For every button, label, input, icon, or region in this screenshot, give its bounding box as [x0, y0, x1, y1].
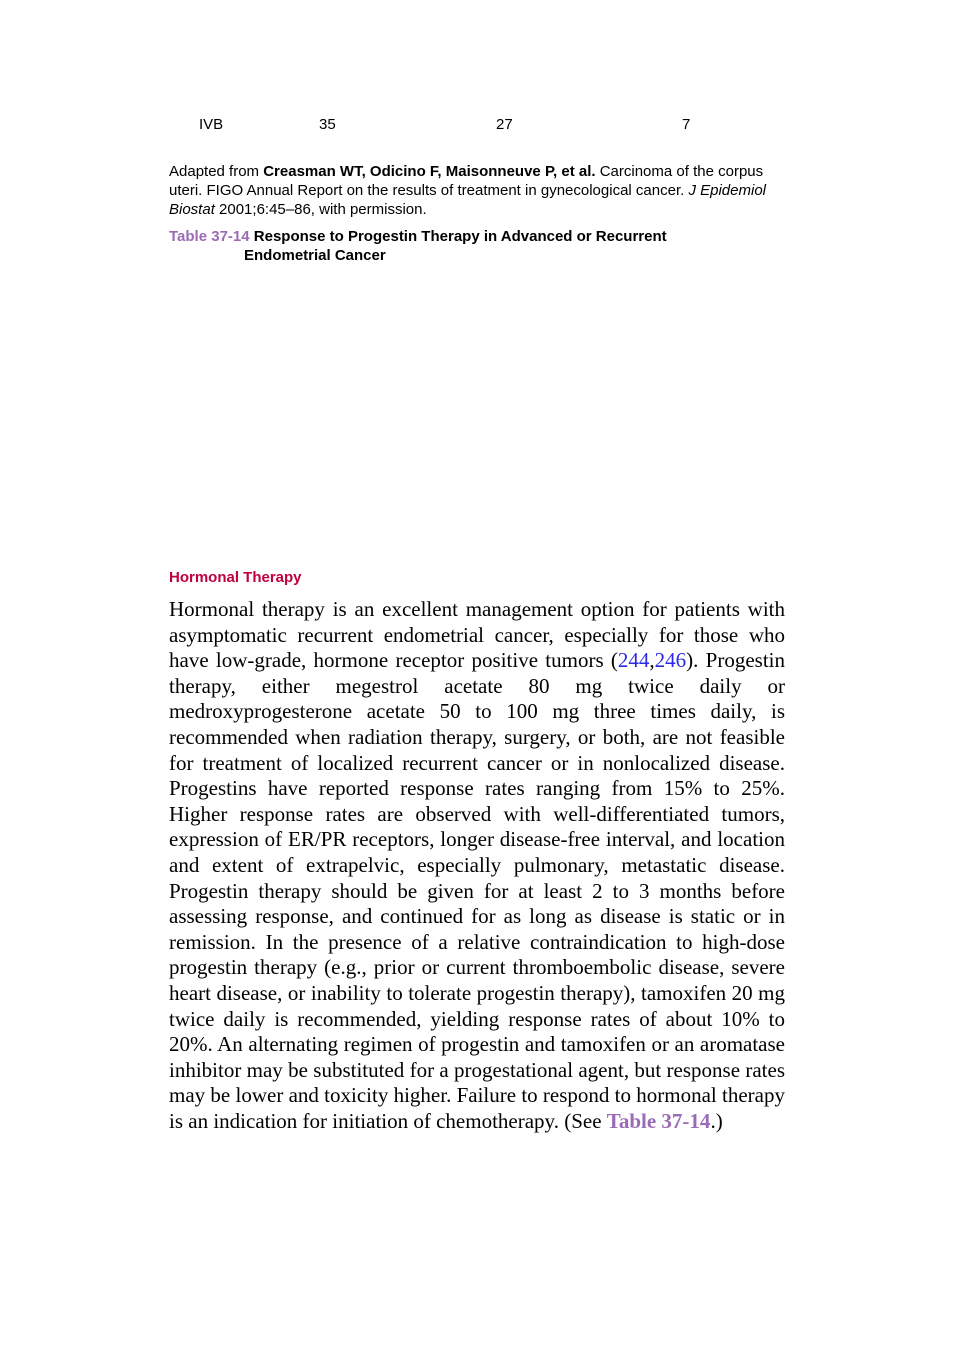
- paragraph-text: Hormonal therapy is an excellent management option for patients with asymptomatic recurrent endometrial cancer, especially for those who have low-grade, hormone receptor positive tumors (: [169, 597, 785, 673]
- note-text: Carcinoma of the corpus uteri. FIGO Annual Report on the results of treatment in gynecological cancer.: [169, 163, 764, 199]
- body-paragraph: [169, 597, 785, 1134]
- table-row: [0, 116, 954, 136]
- reference-link-246[interactable]: 246: [654, 648, 687, 673]
- table-number-link[interactable]: Table 37-14: [169, 228, 250, 245]
- reference-link-244[interactable]: 244: [617, 648, 650, 673]
- table-link[interactable]: Table 37-14: [606, 1108, 711, 1133]
- paragraph-text: ). Progestin therapy, either megestrol acetate 80 mg twice daily or medroxyprogesterone acetate 50 to 100 mg three times daily, is recommended when radiation therapy, surgery, or both, are not feasible for treatment of localized recurrent cancer or in nonlocalized disease. Progestins have reported response rates ranging from 15% to 25%. Higher response rates are observed with well-differentiated tumors, expression of ER/PR receptors, longer disease-free interval, and location and extent of extrapelvic, especially pulmonary, metastatic disease. Progestin therapy should be given for at least 2 to 3 months before assessing response, and continued for as long as disease is static or in remission. In the presence of a relative contraindication to high-dose progestin therapy (e.g., prior or current thromboembolic disease, severe heart disease, or inability to tolerate progestin therapy), tamoxifen 20 mg twice daily is recommended, yielding response rates of about 10% to 20%. An alternating regimen of progestin and tamoxifen or an aromatase inhibitor may be substituted for a progestational agent, but response rates may be lower and toxicity higher. Failure to respond to hormonal therapy is an indication for initiation of chemotherapy. (See: [169, 648, 786, 1133]
- paragraph-end: .): [710, 1108, 723, 1133]
- section-heading: Hormonal Therapy: [169, 569, 302, 586]
- table-source-note: [169, 162, 789, 219]
- table-cell: 27: [496, 116, 513, 133]
- note-authors: Creasman WT, Odicino F, Maisonneuve P, et al.: [263, 163, 596, 180]
- table-cell: 35: [319, 116, 336, 133]
- stage-cell: IVB: [199, 116, 224, 133]
- table-caption: [169, 227, 789, 265]
- reference-separator: ,: [649, 648, 655, 673]
- note-prefix: Adapted from: [169, 163, 264, 180]
- note-citation: 2001;6:45–86, with permission.: [214, 201, 427, 218]
- table-cell: 7: [682, 116, 691, 133]
- table-title-line1: Response to Progestin Therapy in Advanced or Recurrent: [253, 228, 667, 245]
- table-title-line2: Endometrial Cancer: [244, 247, 386, 264]
- note-journal: J Epidemiol Biostat: [169, 182, 766, 218]
